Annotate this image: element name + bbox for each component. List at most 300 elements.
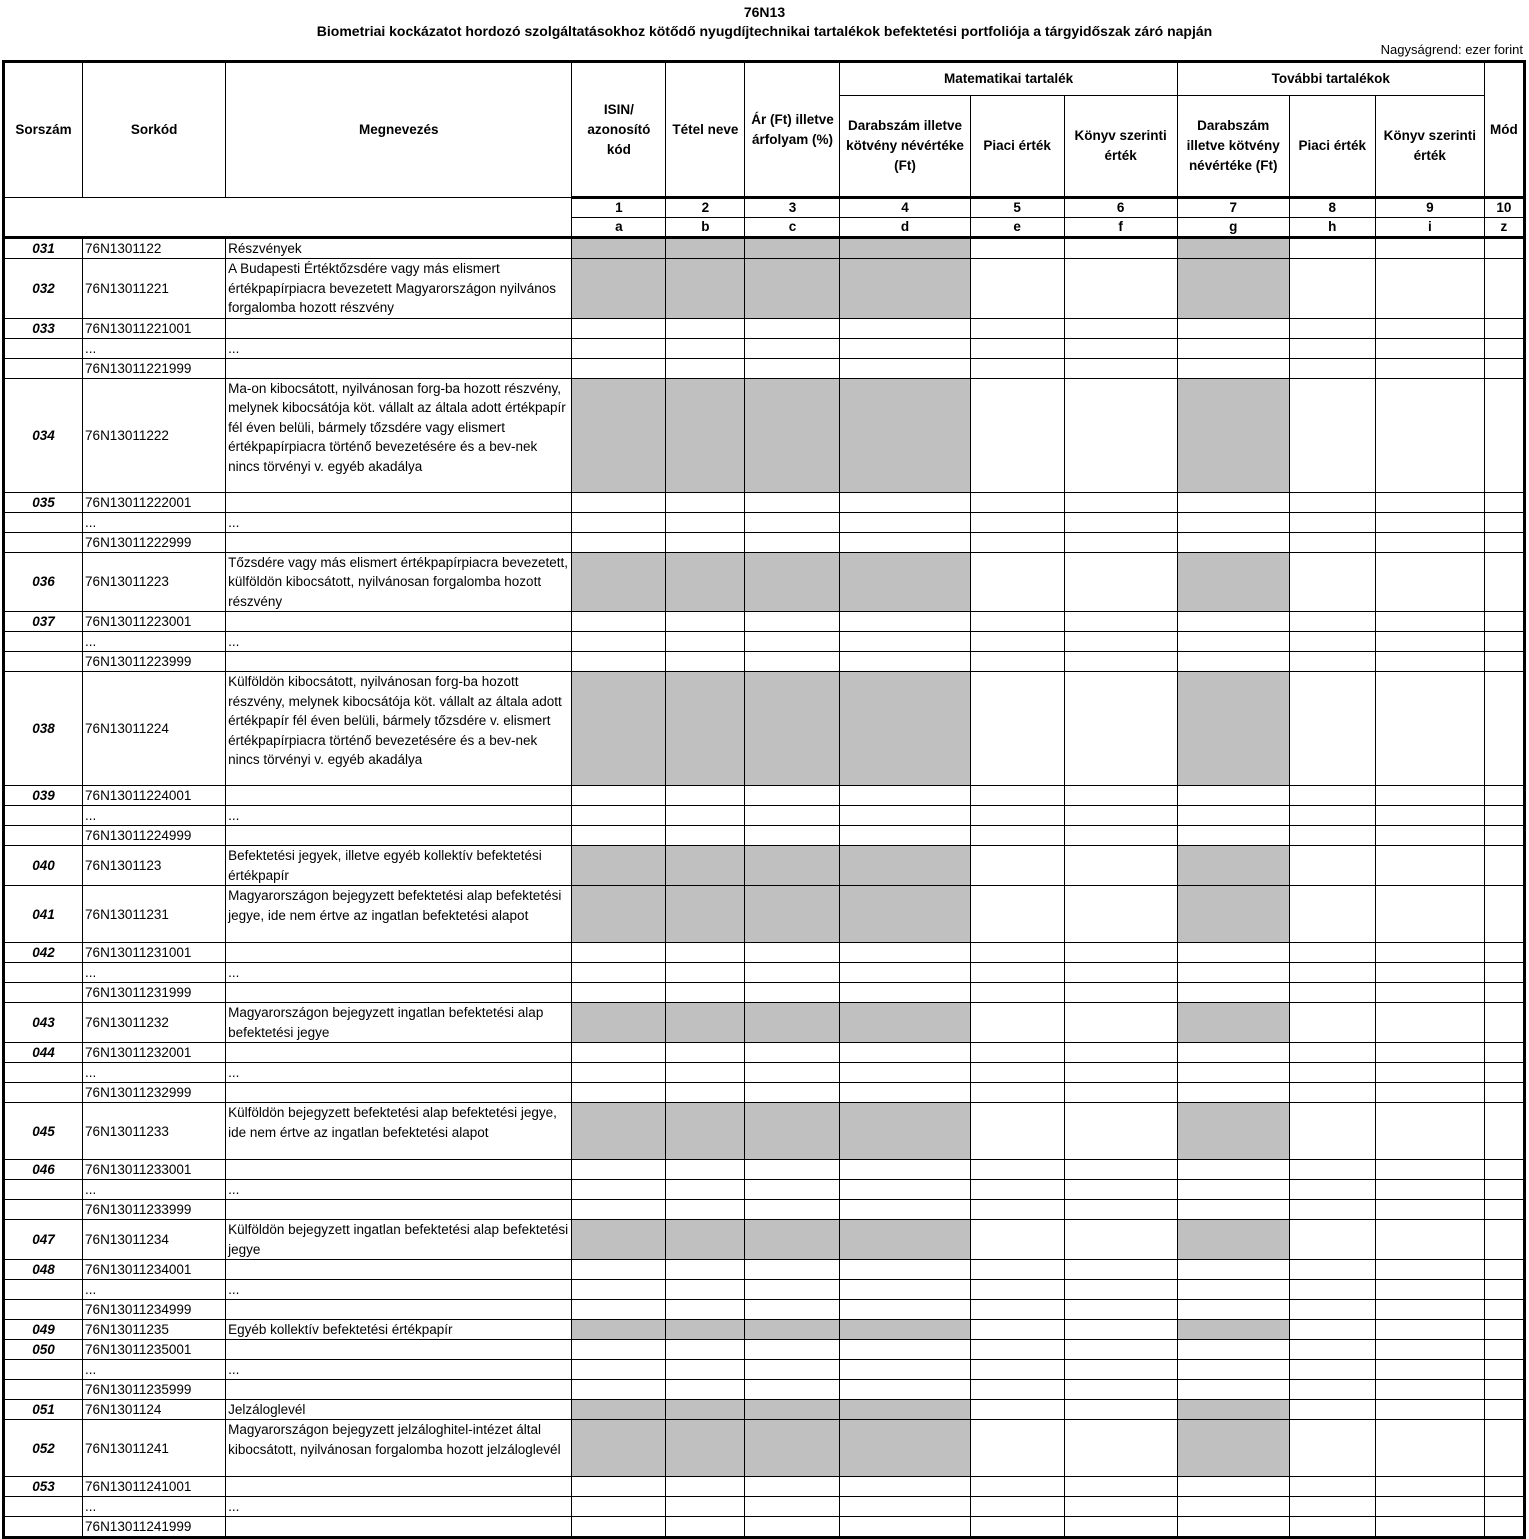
data-cell[interactable] bbox=[572, 1160, 666, 1180]
data-cell[interactable] bbox=[745, 632, 840, 652]
data-cell[interactable] bbox=[840, 259, 970, 319]
data-cell[interactable] bbox=[1484, 612, 1524, 632]
data-cell[interactable] bbox=[1177, 1320, 1289, 1340]
data-cell[interactable] bbox=[1177, 1340, 1289, 1360]
data-cell[interactable] bbox=[572, 806, 666, 826]
data-cell[interactable] bbox=[1064, 512, 1177, 532]
data-cell[interactable] bbox=[572, 1003, 666, 1043]
data-cell[interactable] bbox=[970, 532, 1064, 552]
data-cell[interactable] bbox=[666, 512, 745, 532]
data-cell[interactable] bbox=[745, 806, 840, 826]
data-cell[interactable] bbox=[1289, 983, 1375, 1003]
data-cell[interactable] bbox=[572, 632, 666, 652]
data-cell[interactable] bbox=[1484, 1420, 1524, 1477]
data-cell[interactable] bbox=[970, 1260, 1064, 1280]
data-cell[interactable] bbox=[745, 1220, 840, 1260]
data-cell[interactable] bbox=[1484, 1220, 1524, 1260]
data-cell[interactable] bbox=[1064, 886, 1177, 943]
data-cell[interactable] bbox=[1177, 846, 1289, 886]
data-cell[interactable] bbox=[572, 238, 666, 259]
data-cell[interactable] bbox=[1177, 1180, 1289, 1200]
data-cell[interactable] bbox=[1375, 1300, 1484, 1320]
data-cell[interactable] bbox=[572, 1497, 666, 1517]
data-cell[interactable] bbox=[1177, 886, 1289, 943]
data-cell[interactable] bbox=[1177, 1103, 1289, 1160]
data-cell[interactable] bbox=[666, 1260, 745, 1280]
data-cell[interactable] bbox=[1177, 806, 1289, 826]
data-cell[interactable] bbox=[1484, 318, 1524, 338]
data-cell[interactable] bbox=[1484, 786, 1524, 806]
data-cell[interactable] bbox=[666, 1340, 745, 1360]
data-cell[interactable] bbox=[1064, 1420, 1177, 1477]
data-cell[interactable] bbox=[840, 532, 970, 552]
data-cell[interactable] bbox=[1375, 1280, 1484, 1300]
data-cell[interactable] bbox=[745, 1360, 840, 1380]
data-cell[interactable] bbox=[1064, 259, 1177, 319]
data-cell[interactable] bbox=[1375, 1083, 1484, 1103]
data-cell[interactable] bbox=[1064, 1477, 1177, 1497]
data-cell[interactable] bbox=[1375, 1517, 1484, 1538]
data-cell[interactable] bbox=[970, 632, 1064, 652]
data-cell[interactable] bbox=[1289, 1200, 1375, 1220]
data-cell[interactable] bbox=[1375, 1477, 1484, 1497]
data-cell[interactable] bbox=[1484, 532, 1524, 552]
data-cell[interactable] bbox=[666, 983, 745, 1003]
data-cell[interactable] bbox=[1484, 1003, 1524, 1043]
data-cell[interactable] bbox=[1177, 318, 1289, 338]
data-cell[interactable] bbox=[1375, 492, 1484, 512]
data-cell[interactable] bbox=[1064, 1340, 1177, 1360]
data-cell[interactable] bbox=[1375, 1003, 1484, 1043]
data-cell[interactable] bbox=[1064, 1280, 1177, 1300]
data-cell[interactable] bbox=[1177, 612, 1289, 632]
data-cell[interactable] bbox=[666, 1360, 745, 1380]
data-cell[interactable] bbox=[572, 652, 666, 672]
data-cell[interactable] bbox=[840, 1360, 970, 1380]
data-cell[interactable] bbox=[1064, 1003, 1177, 1043]
data-cell[interactable] bbox=[1375, 238, 1484, 259]
data-cell[interactable] bbox=[1177, 238, 1289, 259]
data-cell[interactable] bbox=[970, 652, 1064, 672]
data-cell[interactable] bbox=[840, 1043, 970, 1063]
data-cell[interactable] bbox=[572, 1477, 666, 1497]
data-cell[interactable] bbox=[745, 1300, 840, 1320]
data-cell[interactable] bbox=[666, 943, 745, 963]
data-cell[interactable] bbox=[1177, 1420, 1289, 1477]
data-cell[interactable] bbox=[1289, 826, 1375, 846]
data-cell[interactable] bbox=[840, 552, 970, 612]
data-cell[interactable] bbox=[1375, 1063, 1484, 1083]
data-cell[interactable] bbox=[1177, 963, 1289, 983]
data-cell[interactable] bbox=[970, 1083, 1064, 1103]
data-cell[interactable] bbox=[1064, 1300, 1177, 1320]
data-cell[interactable] bbox=[970, 1003, 1064, 1043]
data-cell[interactable] bbox=[1177, 1280, 1289, 1300]
data-cell[interactable] bbox=[666, 1160, 745, 1180]
data-cell[interactable] bbox=[1177, 492, 1289, 512]
data-cell[interactable] bbox=[840, 1380, 970, 1400]
data-cell[interactable] bbox=[666, 672, 745, 786]
data-cell[interactable] bbox=[840, 826, 970, 846]
data-cell[interactable] bbox=[970, 943, 1064, 963]
data-cell[interactable] bbox=[572, 826, 666, 846]
data-cell[interactable] bbox=[1177, 338, 1289, 358]
data-cell[interactable] bbox=[970, 492, 1064, 512]
data-cell[interactable] bbox=[840, 632, 970, 652]
data-cell[interactable] bbox=[572, 1360, 666, 1380]
data-cell[interactable] bbox=[1064, 1220, 1177, 1260]
data-cell[interactable] bbox=[1484, 1400, 1524, 1420]
data-cell[interactable] bbox=[1064, 1517, 1177, 1538]
data-cell[interactable] bbox=[1289, 1360, 1375, 1380]
data-cell[interactable] bbox=[1484, 1103, 1524, 1160]
data-cell[interactable] bbox=[745, 786, 840, 806]
data-cell[interactable] bbox=[970, 1320, 1064, 1340]
data-cell[interactable] bbox=[1484, 1517, 1524, 1538]
data-cell[interactable] bbox=[666, 1300, 745, 1320]
data-cell[interactable] bbox=[1375, 1103, 1484, 1160]
data-cell[interactable] bbox=[745, 886, 840, 943]
data-cell[interactable] bbox=[745, 1043, 840, 1063]
data-cell[interactable] bbox=[1289, 1497, 1375, 1517]
data-cell[interactable] bbox=[572, 1200, 666, 1220]
data-cell[interactable] bbox=[666, 632, 745, 652]
data-cell[interactable] bbox=[970, 886, 1064, 943]
data-cell[interactable] bbox=[1375, 512, 1484, 532]
data-cell[interactable] bbox=[1375, 612, 1484, 632]
data-cell[interactable] bbox=[1064, 786, 1177, 806]
data-cell[interactable] bbox=[970, 983, 1064, 1003]
data-cell[interactable] bbox=[1484, 652, 1524, 672]
data-cell[interactable] bbox=[1375, 652, 1484, 672]
data-cell[interactable] bbox=[1177, 552, 1289, 612]
data-cell[interactable] bbox=[745, 1380, 840, 1400]
data-cell[interactable] bbox=[666, 1497, 745, 1517]
data-cell[interactable] bbox=[1064, 1200, 1177, 1220]
data-cell[interactable] bbox=[1484, 1380, 1524, 1400]
data-cell[interactable] bbox=[840, 1420, 970, 1477]
data-cell[interactable] bbox=[1289, 806, 1375, 826]
data-cell[interactable] bbox=[1484, 378, 1524, 492]
data-cell[interactable] bbox=[745, 826, 840, 846]
data-cell[interactable] bbox=[840, 512, 970, 532]
data-cell[interactable] bbox=[745, 1180, 840, 1200]
data-cell[interactable] bbox=[666, 1043, 745, 1063]
data-cell[interactable] bbox=[1484, 259, 1524, 319]
data-cell[interactable] bbox=[572, 1103, 666, 1160]
data-cell[interactable] bbox=[666, 1400, 745, 1420]
data-cell[interactable] bbox=[970, 1220, 1064, 1260]
data-cell[interactable] bbox=[1064, 672, 1177, 786]
data-cell[interactable] bbox=[970, 846, 1064, 886]
data-cell[interactable] bbox=[666, 552, 745, 612]
data-cell[interactable] bbox=[970, 338, 1064, 358]
data-cell[interactable] bbox=[1177, 672, 1289, 786]
data-cell[interactable] bbox=[1484, 1063, 1524, 1083]
data-cell[interactable] bbox=[572, 358, 666, 378]
data-cell[interactable] bbox=[840, 1063, 970, 1083]
data-cell[interactable] bbox=[1289, 652, 1375, 672]
data-cell[interactable] bbox=[840, 1477, 970, 1497]
data-cell[interactable] bbox=[1177, 786, 1289, 806]
data-cell[interactable] bbox=[745, 1063, 840, 1083]
data-cell[interactable] bbox=[745, 259, 840, 319]
data-cell[interactable] bbox=[840, 1200, 970, 1220]
data-cell[interactable] bbox=[572, 492, 666, 512]
data-cell[interactable] bbox=[1177, 1063, 1289, 1083]
data-cell[interactable] bbox=[1177, 1160, 1289, 1180]
data-cell[interactable] bbox=[1484, 983, 1524, 1003]
data-cell[interactable] bbox=[666, 963, 745, 983]
data-cell[interactable] bbox=[970, 1280, 1064, 1300]
data-cell[interactable] bbox=[840, 963, 970, 983]
data-cell[interactable] bbox=[1484, 806, 1524, 826]
data-cell[interactable] bbox=[1375, 259, 1484, 319]
data-cell[interactable] bbox=[1289, 552, 1375, 612]
data-cell[interactable] bbox=[666, 1517, 745, 1538]
data-cell[interactable] bbox=[572, 1380, 666, 1400]
data-cell[interactable] bbox=[970, 963, 1064, 983]
data-cell[interactable] bbox=[666, 786, 745, 806]
data-cell[interactable] bbox=[1064, 983, 1177, 1003]
data-cell[interactable] bbox=[1289, 1103, 1375, 1160]
data-cell[interactable] bbox=[1177, 1260, 1289, 1280]
data-cell[interactable] bbox=[1289, 1180, 1375, 1200]
data-cell[interactable] bbox=[1375, 672, 1484, 786]
data-cell[interactable] bbox=[666, 846, 745, 886]
data-cell[interactable] bbox=[1375, 983, 1484, 1003]
data-cell[interactable] bbox=[1375, 806, 1484, 826]
data-cell[interactable] bbox=[666, 1180, 745, 1200]
data-cell[interactable] bbox=[745, 943, 840, 963]
data-cell[interactable] bbox=[1289, 1280, 1375, 1300]
data-cell[interactable] bbox=[1289, 1320, 1375, 1340]
data-cell[interactable] bbox=[1177, 1300, 1289, 1320]
data-cell[interactable] bbox=[1484, 1497, 1524, 1517]
data-cell[interactable] bbox=[572, 786, 666, 806]
data-cell[interactable] bbox=[840, 786, 970, 806]
data-cell[interactable] bbox=[745, 963, 840, 983]
data-cell[interactable] bbox=[1064, 943, 1177, 963]
data-cell[interactable] bbox=[970, 358, 1064, 378]
data-cell[interactable] bbox=[1177, 1043, 1289, 1063]
data-cell[interactable] bbox=[666, 886, 745, 943]
data-cell[interactable] bbox=[840, 238, 970, 259]
data-cell[interactable] bbox=[1289, 1220, 1375, 1260]
data-cell[interactable] bbox=[1289, 1043, 1375, 1063]
data-cell[interactable] bbox=[1064, 1063, 1177, 1083]
data-cell[interactable] bbox=[970, 826, 1064, 846]
data-cell[interactable] bbox=[745, 358, 840, 378]
data-cell[interactable] bbox=[1375, 1260, 1484, 1280]
data-cell[interactable] bbox=[1064, 632, 1177, 652]
data-cell[interactable] bbox=[572, 1180, 666, 1200]
data-cell[interactable] bbox=[572, 846, 666, 886]
data-cell[interactable] bbox=[666, 318, 745, 338]
data-cell[interactable] bbox=[970, 1300, 1064, 1320]
data-cell[interactable] bbox=[572, 338, 666, 358]
data-cell[interactable] bbox=[970, 1400, 1064, 1420]
data-cell[interactable] bbox=[1064, 1160, 1177, 1180]
data-cell[interactable] bbox=[1289, 612, 1375, 632]
data-cell[interactable] bbox=[840, 806, 970, 826]
data-cell[interactable] bbox=[840, 1280, 970, 1300]
data-cell[interactable] bbox=[572, 318, 666, 338]
data-cell[interactable] bbox=[1177, 1360, 1289, 1380]
data-cell[interactable] bbox=[1177, 1003, 1289, 1043]
data-cell[interactable] bbox=[1375, 846, 1484, 886]
data-cell[interactable] bbox=[1289, 1340, 1375, 1360]
data-cell[interactable] bbox=[1064, 552, 1177, 612]
data-cell[interactable] bbox=[745, 378, 840, 492]
data-cell[interactable] bbox=[572, 259, 666, 319]
data-cell[interactable] bbox=[840, 1160, 970, 1180]
data-cell[interactable] bbox=[666, 378, 745, 492]
data-cell[interactable] bbox=[970, 672, 1064, 786]
data-cell[interactable] bbox=[1289, 1517, 1375, 1538]
data-cell[interactable] bbox=[1484, 358, 1524, 378]
data-cell[interactable] bbox=[1289, 238, 1375, 259]
data-cell[interactable] bbox=[1289, 886, 1375, 943]
data-cell[interactable] bbox=[1177, 943, 1289, 963]
data-cell[interactable] bbox=[1375, 1340, 1484, 1360]
data-cell[interactable] bbox=[1484, 632, 1524, 652]
data-cell[interactable] bbox=[1289, 259, 1375, 319]
data-cell[interactable] bbox=[745, 1420, 840, 1477]
data-cell[interactable] bbox=[840, 672, 970, 786]
data-cell[interactable] bbox=[1064, 378, 1177, 492]
data-cell[interactable] bbox=[745, 552, 840, 612]
data-cell[interactable] bbox=[1375, 886, 1484, 943]
data-cell[interactable] bbox=[1484, 238, 1524, 259]
data-cell[interactable] bbox=[666, 1320, 745, 1340]
data-cell[interactable] bbox=[1177, 1400, 1289, 1420]
data-cell[interactable] bbox=[666, 1380, 745, 1400]
data-cell[interactable] bbox=[745, 672, 840, 786]
data-cell[interactable] bbox=[666, 1420, 745, 1477]
data-cell[interactable] bbox=[666, 358, 745, 378]
data-cell[interactable] bbox=[970, 1420, 1064, 1477]
data-cell[interactable] bbox=[840, 1260, 970, 1280]
data-cell[interactable] bbox=[1289, 492, 1375, 512]
data-cell[interactable] bbox=[840, 1003, 970, 1043]
data-cell[interactable] bbox=[970, 318, 1064, 338]
data-cell[interactable] bbox=[1375, 1400, 1484, 1420]
data-cell[interactable] bbox=[572, 886, 666, 943]
data-cell[interactable] bbox=[666, 238, 745, 259]
data-cell[interactable] bbox=[1177, 826, 1289, 846]
data-cell[interactable] bbox=[572, 1517, 666, 1538]
data-cell[interactable] bbox=[1484, 492, 1524, 512]
data-cell[interactable] bbox=[1484, 338, 1524, 358]
data-cell[interactable] bbox=[1064, 238, 1177, 259]
data-cell[interactable] bbox=[1484, 826, 1524, 846]
data-cell[interactable] bbox=[840, 943, 970, 963]
data-cell[interactable] bbox=[840, 318, 970, 338]
data-cell[interactable] bbox=[572, 1280, 666, 1300]
data-cell[interactable] bbox=[745, 1340, 840, 1360]
data-cell[interactable] bbox=[745, 338, 840, 358]
data-cell[interactable] bbox=[1064, 1103, 1177, 1160]
data-cell[interactable] bbox=[572, 1043, 666, 1063]
data-cell[interactable] bbox=[1289, 1400, 1375, 1420]
data-cell[interactable] bbox=[1064, 1400, 1177, 1420]
data-cell[interactable] bbox=[666, 1003, 745, 1043]
data-cell[interactable] bbox=[745, 652, 840, 672]
data-cell[interactable] bbox=[572, 532, 666, 552]
data-cell[interactable] bbox=[840, 612, 970, 632]
data-cell[interactable] bbox=[1375, 318, 1484, 338]
data-cell[interactable] bbox=[1177, 632, 1289, 652]
data-cell[interactable] bbox=[666, 1103, 745, 1160]
data-cell[interactable] bbox=[1289, 358, 1375, 378]
data-cell[interactable] bbox=[1375, 532, 1484, 552]
data-cell[interactable] bbox=[1064, 806, 1177, 826]
data-cell[interactable] bbox=[745, 1320, 840, 1340]
data-cell[interactable] bbox=[745, 983, 840, 1003]
data-cell[interactable] bbox=[970, 1063, 1064, 1083]
data-cell[interactable] bbox=[1289, 1160, 1375, 1180]
data-cell[interactable] bbox=[840, 1083, 970, 1103]
data-cell[interactable] bbox=[970, 238, 1064, 259]
data-cell[interactable] bbox=[970, 1180, 1064, 1200]
data-cell[interactable] bbox=[1064, 963, 1177, 983]
data-cell[interactable] bbox=[1375, 1160, 1484, 1180]
data-cell[interactable] bbox=[745, 318, 840, 338]
data-cell[interactable] bbox=[666, 652, 745, 672]
data-cell[interactable] bbox=[840, 378, 970, 492]
data-cell[interactable] bbox=[1375, 826, 1484, 846]
data-cell[interactable] bbox=[1484, 1160, 1524, 1180]
data-cell[interactable] bbox=[840, 1497, 970, 1517]
data-cell[interactable] bbox=[572, 672, 666, 786]
data-cell[interactable] bbox=[1289, 532, 1375, 552]
data-cell[interactable] bbox=[1289, 378, 1375, 492]
data-cell[interactable] bbox=[1375, 358, 1484, 378]
data-cell[interactable] bbox=[1484, 846, 1524, 886]
data-cell[interactable] bbox=[1375, 1180, 1484, 1200]
data-cell[interactable] bbox=[1177, 1083, 1289, 1103]
data-cell[interactable] bbox=[840, 1400, 970, 1420]
data-cell[interactable] bbox=[970, 552, 1064, 612]
data-cell[interactable] bbox=[1064, 1497, 1177, 1517]
data-cell[interactable] bbox=[1289, 1477, 1375, 1497]
data-cell[interactable] bbox=[1484, 1360, 1524, 1380]
data-cell[interactable] bbox=[1375, 338, 1484, 358]
data-cell[interactable] bbox=[1484, 1260, 1524, 1280]
data-cell[interactable] bbox=[1177, 1200, 1289, 1220]
data-cell[interactable] bbox=[1289, 963, 1375, 983]
data-cell[interactable] bbox=[745, 1260, 840, 1280]
data-cell[interactable] bbox=[572, 963, 666, 983]
data-cell[interactable] bbox=[1177, 1517, 1289, 1538]
data-cell[interactable] bbox=[666, 1200, 745, 1220]
data-cell[interactable] bbox=[840, 338, 970, 358]
data-cell[interactable] bbox=[1375, 1320, 1484, 1340]
data-cell[interactable] bbox=[1289, 1380, 1375, 1400]
data-cell[interactable] bbox=[1064, 532, 1177, 552]
data-cell[interactable] bbox=[1375, 552, 1484, 612]
data-cell[interactable] bbox=[840, 1180, 970, 1200]
data-cell[interactable] bbox=[1375, 963, 1484, 983]
data-cell[interactable] bbox=[970, 1160, 1064, 1180]
data-cell[interactable] bbox=[666, 612, 745, 632]
data-cell[interactable] bbox=[1484, 1340, 1524, 1360]
data-cell[interactable] bbox=[572, 1063, 666, 1083]
data-cell[interactable] bbox=[1177, 378, 1289, 492]
data-cell[interactable] bbox=[970, 1477, 1064, 1497]
data-cell[interactable] bbox=[572, 1420, 666, 1477]
